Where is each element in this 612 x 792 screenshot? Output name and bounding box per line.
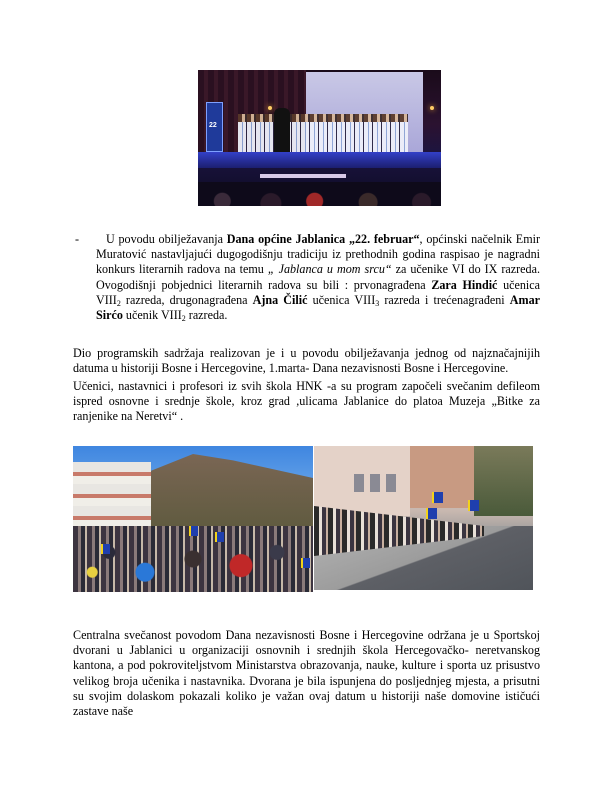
bold-text: Dana općine Jablanica „22. februar“ bbox=[226, 232, 420, 246]
contest-paragraph bbox=[96, 232, 540, 323]
march-photo bbox=[314, 446, 533, 590]
bih-flag bbox=[189, 526, 198, 536]
conductor bbox=[274, 108, 290, 156]
event-banner bbox=[206, 102, 223, 152]
list-bullet: - bbox=[75, 232, 80, 246]
building bbox=[314, 446, 410, 516]
subscript: 3 bbox=[375, 298, 380, 308]
bih-flag bbox=[468, 500, 479, 511]
text-segment: razreda, drugonagrađena bbox=[120, 292, 253, 307]
independence-day-paragraph: Dio programskih sadržaja realizovan je i u povodu obilježavanja jednog od najznačajnijih datuma u historiji Bosne i Hercegovine, 1.marta- Dana nezavisnosti Bosne i Hercegovine. bbox=[73, 346, 540, 376]
parade-paragraph: Učenici, nastavnici i profesori iz svih škola HNK -a su program započeli svečanim defileom ispred osnovne i srednje škole, kroz grad ,ulicama Jablanice do platoa Muzeja „Bitke za ranjenike na Neretvi“ . bbox=[73, 379, 540, 424]
bold-text: Amar Sirćo bbox=[96, 292, 540, 323]
subscript: 2 bbox=[181, 314, 186, 324]
subscript: 2 bbox=[116, 298, 121, 308]
stage-lamp bbox=[268, 106, 272, 110]
awards-table bbox=[260, 174, 346, 178]
hillside bbox=[474, 446, 533, 516]
italic-title: „ Jablanca u mom srcu“ bbox=[267, 262, 392, 277]
text-segment: učenica VIII bbox=[96, 277, 541, 307]
stage-lamp bbox=[430, 106, 434, 110]
audience bbox=[198, 182, 441, 206]
bih-flag bbox=[301, 558, 310, 568]
text-segment: , općinski načelnik Emir Muratović nastavljajući dugogodišnju tradiciju iz prethodnih godina raspisao je nagradni konkurs literarnih radova na temu bbox=[96, 232, 540, 277]
text-segment: za učenike VI do IX razreda. Ovogodišnji pobjednici literarnih radova su bili : prvonagrađena bbox=[96, 262, 540, 292]
school-building bbox=[73, 462, 151, 532]
bih-flag bbox=[101, 544, 110, 554]
bih-flag bbox=[215, 532, 224, 542]
bih-flag bbox=[426, 508, 437, 519]
text-segment: razreda. bbox=[185, 308, 228, 323]
stage bbox=[198, 152, 441, 168]
bih-flag bbox=[432, 492, 443, 503]
ceremony-paragraph: Centralna svečanost povodom Dana nezavisnosti Bosne i Hercegovine održana je u Sportskoj dvorani u Jablanici u organizaciji osnovnih i srednjih škola Hercegovačko- neretvanskog kantona, a pod pokroviteljstvom Ministarstva obrazovanja, nauke, kulture i sporta uz prisustvo velikog broja učenika i nastavnika. Dvorana je bila ispunjena do posljednjeg mjesta, a prisutni su svojim dolaskom pokazali koliko je važan ovaj datum u historiji naše domovine ističući zastave naše bbox=[73, 628, 540, 719]
text-segment: razreda i trećenagrađeni bbox=[379, 292, 510, 307]
bold-text: Ajna Čilić bbox=[252, 292, 308, 307]
choir-singers bbox=[238, 114, 408, 156]
text-segment: učenik VIII bbox=[122, 308, 182, 323]
schoolyard-photo bbox=[73, 446, 313, 592]
text-segment: učenica VIII bbox=[307, 292, 376, 307]
text-segment: U povodu obilježavanja bbox=[106, 232, 227, 246]
banner-number: 22 bbox=[209, 122, 217, 129]
bold-text: Zara Hindić bbox=[431, 277, 498, 292]
choir-photo bbox=[198, 70, 441, 206]
